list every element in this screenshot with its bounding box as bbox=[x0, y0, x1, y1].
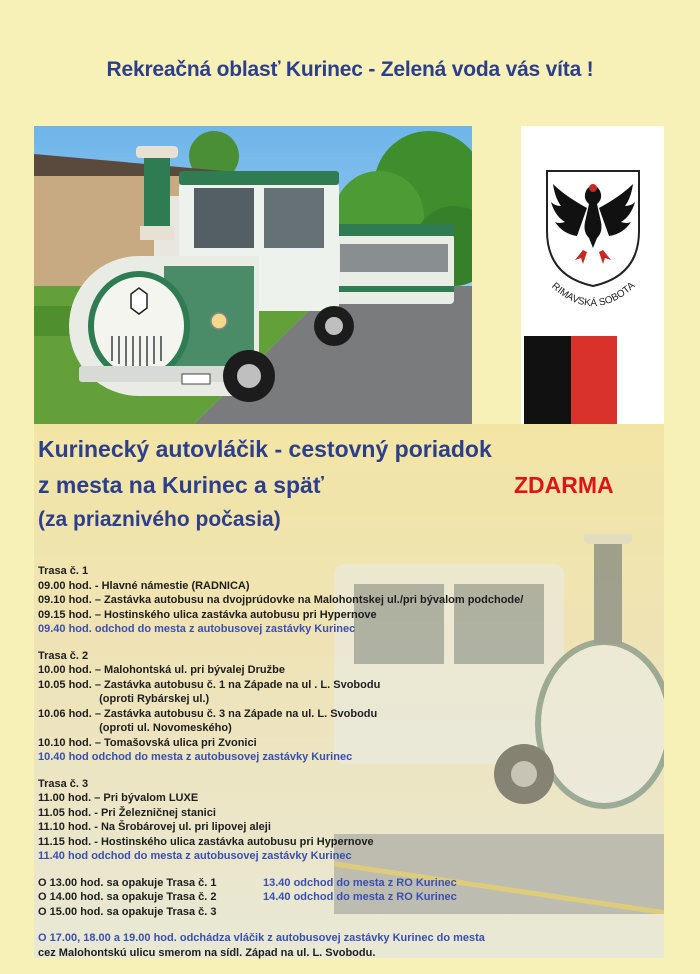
repeat-text: O 14.00 hod. sa opakuje Trasa č. 2 bbox=[38, 891, 217, 903]
repeat-text: O 13.00 hod. sa opakuje Trasa č. 1 bbox=[38, 876, 217, 889]
return-line: 09.40 hod. odchod do mesta z autobusovej zastávky Kurinec bbox=[38, 623, 356, 635]
stop-line: 10.10 hod. – Tomašovská ulica pri Zvonici bbox=[38, 736, 257, 749]
repeat-row bbox=[38, 876, 658, 891]
repeat-row bbox=[38, 905, 658, 920]
free-badge: ZDARMA bbox=[514, 472, 614, 498]
crest-text: RIMAVSKÁ SOBOTA bbox=[549, 280, 638, 310]
stop-note: (oproti ul. Novomeského) bbox=[38, 722, 232, 734]
headline-line-3: (za priaznivého počasia) bbox=[38, 508, 281, 531]
final-note-line-1: O 17.00, 18.00 a 19.00 hod. odchádza vláčik z autobusovej zastávky Kurinec do mesta bbox=[38, 932, 485, 944]
route-title: Trasa č. 1 bbox=[38, 565, 89, 577]
return-line: 10.40 hod odchod do mesta z autobusovej zastávky Kurinec bbox=[38, 751, 353, 763]
stop-line: 11.15 hod. - Hostinského ulica zastávka autobusu pri Hypernove bbox=[38, 835, 374, 848]
flag-stripe-red bbox=[571, 336, 617, 424]
return-line: 11.40 hod odchod do mesta z autobusovej zastávky Kurinec bbox=[38, 850, 352, 862]
stop-line: 11.10 hod. - Na Šrobárovej ul. pri lipovej aleji bbox=[38, 821, 271, 833]
route-title: Trasa č. 2 bbox=[38, 649, 89, 662]
depart-text: 14.40 odchod do mesta z RO Kurinec bbox=[263, 891, 457, 903]
route-title: Trasa č. 3 bbox=[38, 777, 89, 790]
repeat-row bbox=[38, 890, 658, 905]
headline-line-1: Kurinecký autovláčik - cestovný poriadok bbox=[38, 436, 492, 462]
stop-note: (oproti Rybárskej ul.) bbox=[38, 693, 210, 705]
stop-line: 11.00 hod. – Pri bývalom LUXE bbox=[38, 792, 199, 804]
stop-line: 11.05 hod. - Pri Železničnej stanici bbox=[38, 806, 216, 819]
city-crest-icon bbox=[521, 126, 664, 336]
page-title: Rekreačná oblasť Kurinec - Zelená voda vás víta ! bbox=[106, 58, 594, 81]
timetable bbox=[38, 564, 658, 960]
stop-line: 09.15 hod. – Hostinského ulica zastávka autobusu pri Hypernove bbox=[38, 608, 377, 621]
stop-line: 10.05 hod. – Zastávka autobusu č. 1 na Západe na ul . L. Svobodu bbox=[38, 678, 381, 691]
flag-stripe-black bbox=[524, 336, 571, 424]
train-photo bbox=[34, 126, 472, 424]
stop-line: 10.00 hod. – Malohontská ul. pri bývalej Družbe bbox=[38, 664, 285, 676]
stop-line: 10.06 hod. – Zastávka autobusu č. 3 na Západe na ul. L. Svobodu bbox=[38, 707, 378, 720]
headline-line-2: z mesta na Kurinec a späť bbox=[38, 472, 324, 498]
repeat-text: O 15.00 hod. sa opakuje Trasa č. 3 bbox=[38, 905, 217, 918]
depart-text: 13.40 odchod do mesta z RO Kurinec bbox=[263, 876, 457, 889]
final-note-line-2: cez Malohontskú ulicu smerom na sídl. Západ na ul. L. Svobodu. bbox=[38, 946, 376, 959]
stop-line: 09.10 hod. – Zastávka autobusu na dvojprúdovke na Malohontskej ul./pri bývalom podchode/ bbox=[38, 594, 524, 606]
stop-line: 09.00 hod. - Hlavné námestie (RADNICA) bbox=[38, 579, 250, 592]
